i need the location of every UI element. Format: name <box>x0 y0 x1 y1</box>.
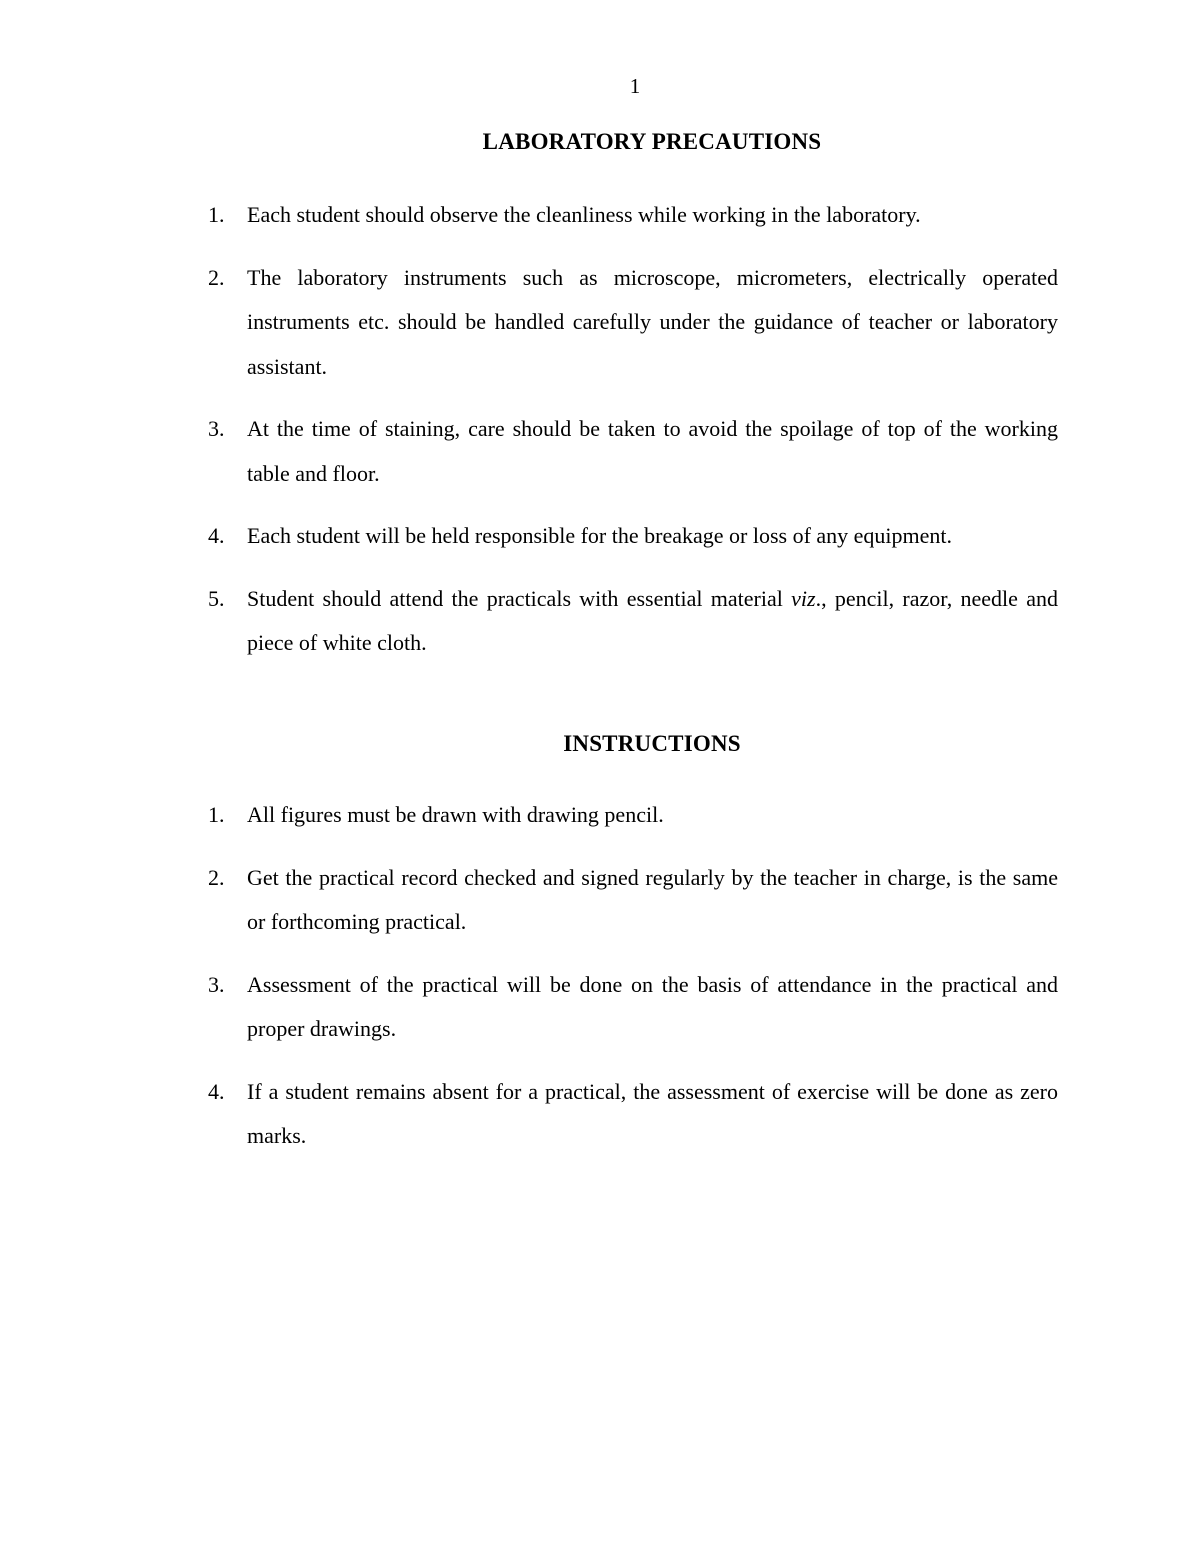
list-item <box>208 577 1058 666</box>
item-number: 4. <box>208 1078 225 1104</box>
list-item <box>208 1070 1058 1159</box>
list-item <box>208 963 1058 1052</box>
list-item <box>208 407 1058 496</box>
item-text: Each student will be held responsible for the breakage or loss of any equipment. <box>247 523 953 548</box>
instructions-list <box>208 793 1058 1177</box>
item-text: Get the practical record checked and signed regularly by the teacher in charge, is the same or forthcoming practical. <box>247 864 1058 934</box>
list-item <box>208 514 1058 559</box>
item-number: 3. <box>208 971 225 997</box>
item-number: 4. <box>208 523 225 548</box>
item-text: At the time of staining, care should be taken to avoid the spoilage of top of the working table and floor. <box>247 416 1058 486</box>
list-item <box>208 193 1058 238</box>
item-number: 1. <box>208 802 225 827</box>
item-number: 5. <box>208 585 225 611</box>
item-text: The laboratory instruments such as microscope, micrometers, electrically operated instruments etc. should be handled carefully under the guidance of teacher or laboratory assistant. <box>247 264 1058 379</box>
page-number: 1 <box>629 74 641 98</box>
item-text: If a student remains absent for a practical, the assessment of exercise will be done as zero marks. <box>247 1078 1058 1148</box>
item-text <box>247 586 1058 656</box>
item-text-italic: viz <box>791 585 816 611</box>
item-text: Assessment of the practical will be done on the basis of attendance in the practical and proper drawings. <box>247 971 1058 1041</box>
item-text: Each student should observe the cleanliness while working in the laboratory. <box>247 202 921 227</box>
item-text-after: ., pencil, razor, needle and piece of white cloth. <box>247 585 1058 655</box>
instructions-heading: INSTRUCTIONS <box>563 731 741 756</box>
item-number: 2. <box>208 264 225 290</box>
item-text-before: Student should attend the practicals with essential material <box>247 585 792 611</box>
precautions-heading: LABORATORY PRECAUTIONS <box>482 129 822 154</box>
list-item <box>208 793 1058 838</box>
item-number: 3. <box>208 416 225 441</box>
precautions-list <box>208 193 1058 684</box>
item-text: All figures must be drawn with drawing pencil. <box>247 802 664 827</box>
item-number: 1. <box>208 202 225 227</box>
list-item <box>208 856 1058 945</box>
item-number: 2. <box>208 864 225 890</box>
list-item <box>208 256 1058 390</box>
